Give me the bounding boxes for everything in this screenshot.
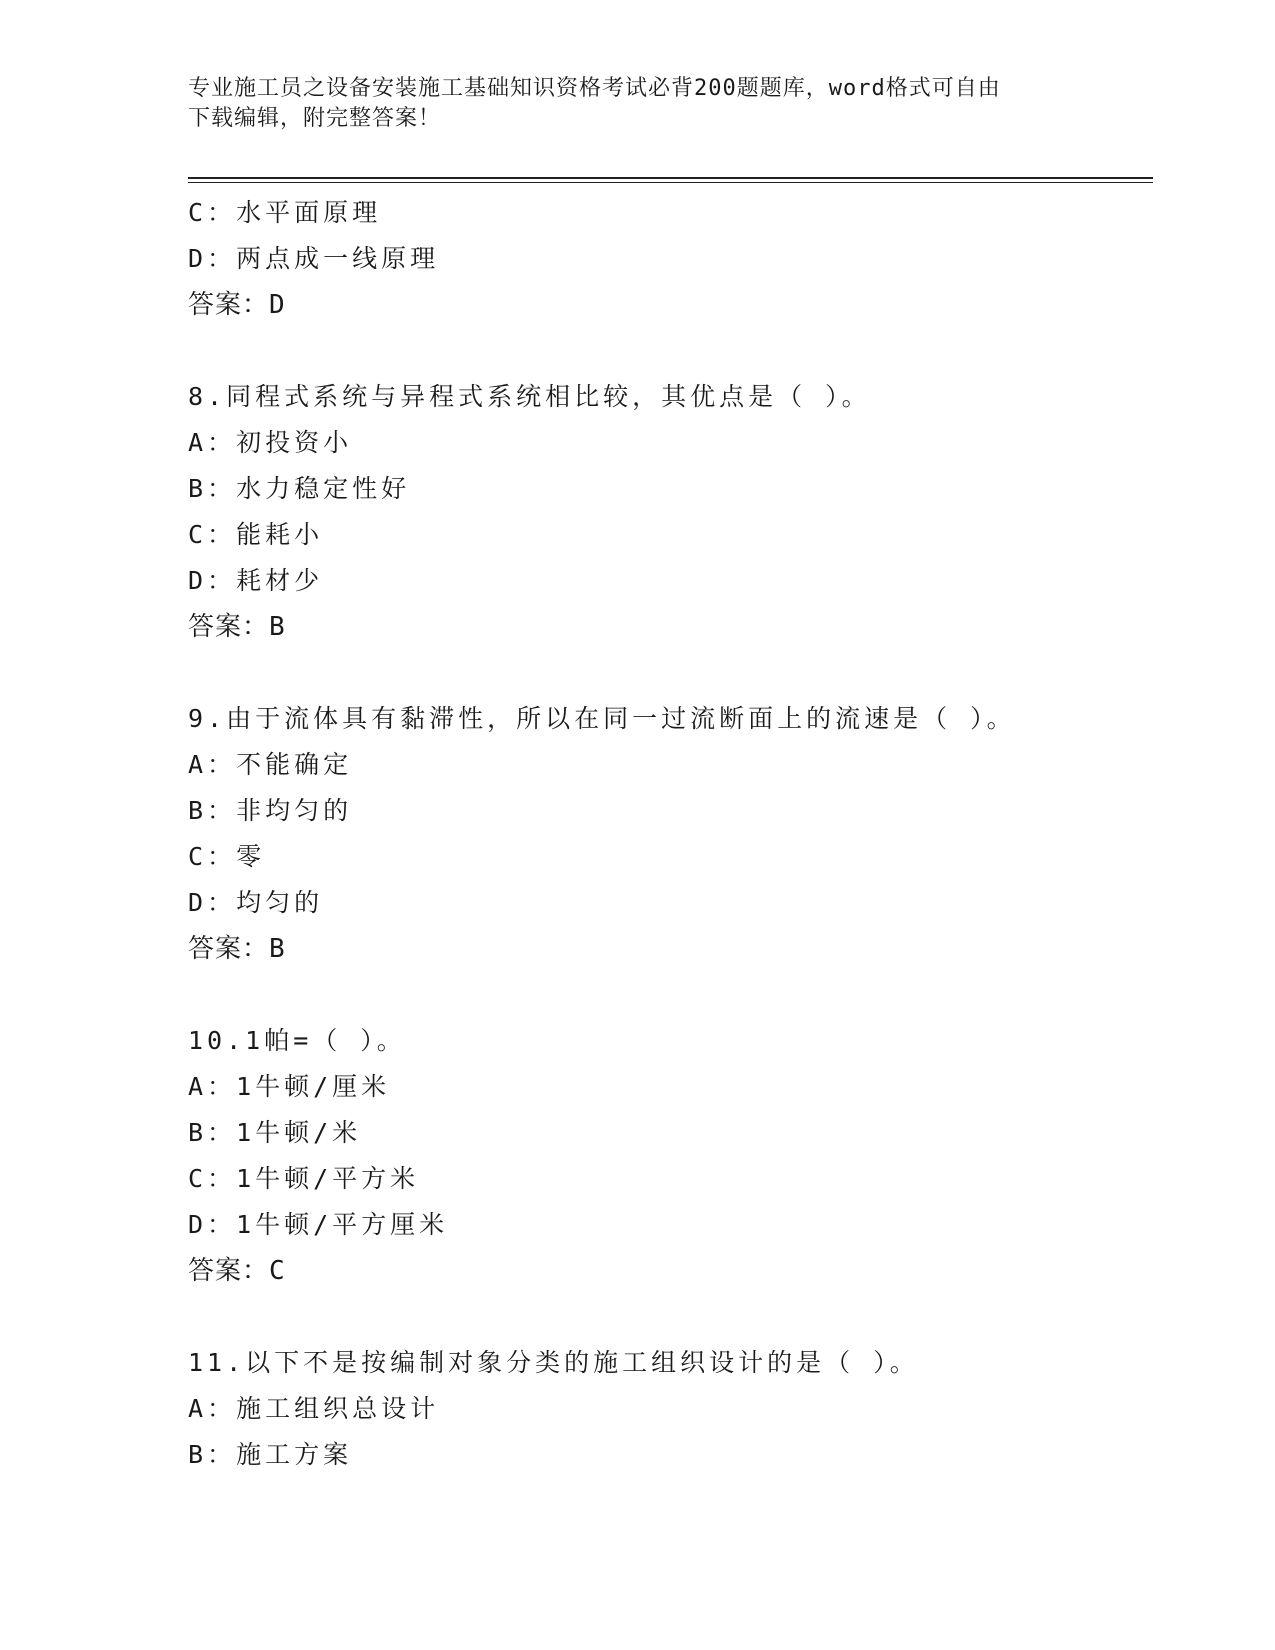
answer-label: 答案：	[188, 290, 270, 320]
answer-line	[188, 282, 1148, 328]
option-text: 水力稳定性好	[236, 474, 411, 503]
option-text: 1牛顿/厘米	[236, 1072, 391, 1101]
option-text: 均匀的	[236, 888, 324, 917]
answer-value: B	[269, 934, 286, 964]
option-line	[188, 1156, 1148, 1202]
option-letter: A：	[188, 1072, 237, 1101]
option-letter: B：	[188, 1118, 237, 1147]
question-number: 9.	[188, 704, 227, 733]
answer-label: 答案：	[188, 612, 270, 642]
question-number: 11.	[188, 1348, 246, 1377]
spacer	[188, 1294, 1148, 1340]
header-title-line-1: 专业施工员之设备安装施工基础知识资格考试必背200题题库，word格式可自由	[188, 76, 1001, 101]
spacer	[188, 328, 1148, 374]
document-header	[188, 74, 1088, 134]
answer-line	[188, 926, 1148, 972]
option-letter: C：	[188, 1164, 237, 1193]
option-line	[188, 1110, 1148, 1156]
option-text: 1牛顿/平方厘米	[236, 1210, 449, 1239]
answer-line	[188, 1248, 1148, 1294]
option-text: 1牛顿/平方米	[236, 1164, 420, 1193]
question-text: 1帕=（ ）。	[245, 1026, 406, 1055]
option-text: 零	[236, 842, 266, 871]
option-letter: B：	[188, 1440, 237, 1469]
option-letter: D：	[188, 244, 237, 273]
option-text: 能耗小	[236, 520, 324, 549]
option-line	[188, 880, 1148, 926]
answer-label: 答案：	[188, 1256, 270, 1286]
option-letter: B：	[188, 474, 237, 503]
question-number: 8.	[188, 382, 227, 411]
question-stem	[188, 1340, 1148, 1386]
option-text: 1牛顿/米	[236, 1118, 362, 1147]
option-line	[188, 420, 1148, 466]
option-line	[188, 1432, 1148, 1478]
option-line	[188, 1064, 1148, 1110]
option-letter: A：	[188, 428, 237, 457]
option-line	[188, 236, 1148, 282]
option-line	[188, 558, 1148, 604]
option-text: 耗材少	[236, 566, 324, 595]
spacer	[188, 650, 1148, 696]
option-letter: C：	[188, 842, 237, 871]
option-text: 非均匀的	[236, 796, 353, 825]
header-divider-thin	[188, 182, 1153, 183]
option-line	[188, 466, 1148, 512]
option-letter: D：	[188, 566, 237, 595]
option-letter: B：	[188, 796, 237, 825]
option-line	[188, 512, 1148, 558]
option-letter: D：	[188, 888, 237, 917]
option-letter: C：	[188, 198, 237, 227]
option-line	[188, 1386, 1148, 1432]
option-line	[188, 190, 1148, 236]
question-text: 由于流体具有黏滞性，所以在同一过流断面上的流速是（ ）。	[226, 704, 1016, 733]
question-text: 以下不是按编制对象分类的施工组织设计的是（ ）。	[245, 1348, 919, 1377]
option-letter: D：	[188, 1210, 237, 1239]
option-text: 施工组织总设计	[236, 1394, 440, 1423]
option-line	[188, 834, 1148, 880]
header-title-line-2: 下载编辑，附完整答案！	[188, 106, 442, 131]
option-text: 不能确定	[236, 750, 353, 779]
option-line	[188, 742, 1148, 788]
option-line	[188, 788, 1148, 834]
answer-value: B	[269, 612, 286, 642]
question-stem	[188, 374, 1148, 420]
header-divider-thick	[188, 177, 1153, 179]
question-number: 10.	[188, 1026, 246, 1055]
option-letter: A：	[188, 1394, 237, 1423]
option-letter: C：	[188, 520, 237, 549]
option-text: 两点成一线原理	[236, 244, 440, 273]
question-list	[188, 190, 1148, 1478]
answer-label: 答案：	[188, 934, 270, 964]
option-letter: A：	[188, 750, 237, 779]
option-text: 初投资小	[236, 428, 353, 457]
question-stem	[188, 1018, 1148, 1064]
question-stem	[188, 696, 1148, 742]
question-text: 同程式系统与异程式系统相比较，其优点是（ ）。	[226, 382, 871, 411]
spacer	[188, 972, 1148, 1018]
answer-value: D	[269, 290, 286, 320]
option-line	[188, 1202, 1148, 1248]
option-text: 水平面原理	[236, 198, 382, 227]
answer-line	[188, 604, 1148, 650]
answer-value: C	[269, 1256, 286, 1286]
option-text: 施工方案	[236, 1440, 353, 1469]
